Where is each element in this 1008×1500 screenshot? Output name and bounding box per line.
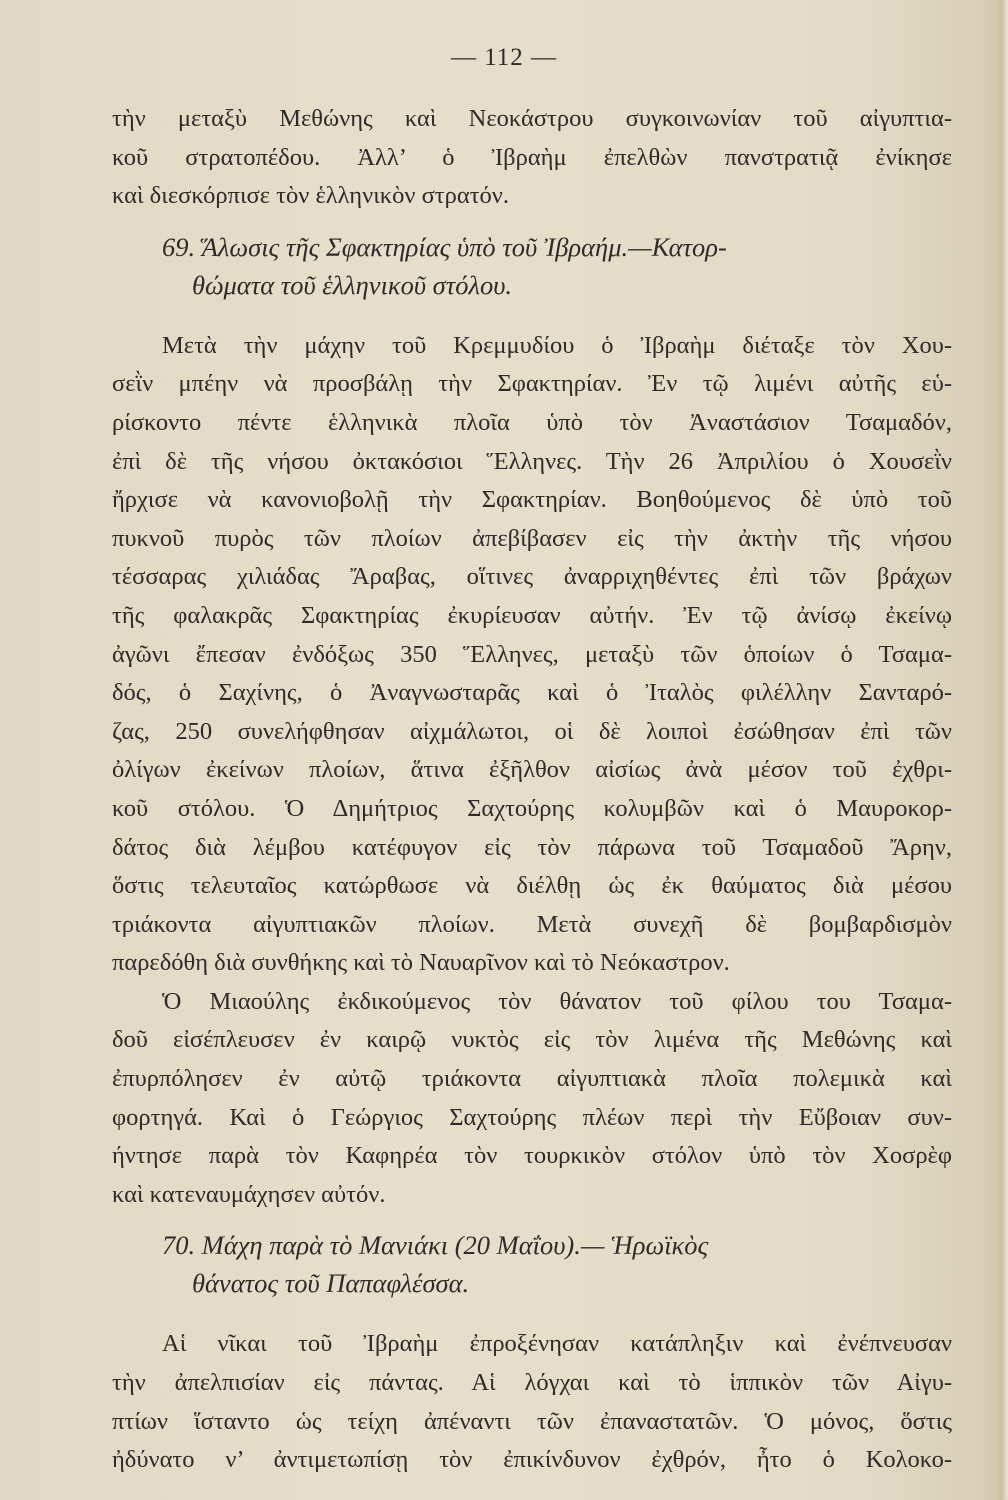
text-line: ρίσκοντο πέντε ἑλληνικὰ πλοῖα ὑπὸ τὸν Ἀναστάσιον Τσαμαδόν,: [112, 408, 952, 436]
text-line: τριάκοντα αἰγυπτιακῶν πλοίων. Μετὰ συνεχῆ δὲ βομβαρδισμὸν: [112, 910, 952, 938]
text-line: φορτηγά. Καὶ ὁ Γεώργιος Σαχτούρης πλέων περὶ τὴν Εὔβοιαν συν-: [112, 1103, 952, 1131]
heading-line: 70. Μάχη παρὰ τὸ Μανιάκι (20 Μαΐου).— Ἡρωϊκὸς: [162, 1230, 709, 1261]
text-line: ὅστις τελευταῖος κατώρθωσε νὰ διέλθῃ ὡς ἐκ θαύματος διὰ μέσου: [112, 872, 952, 900]
text-line: δός, ὁ Σαχίνης, ὁ Ἀναγνωσταρᾶς καὶ ὁ Ἰταλὸς φιλέλλην Σανταρό-: [112, 679, 952, 707]
text-line: δάτος διὰ λέμβου κατέφυγον εἰς τὸν πάρωνα τοῦ Τσαμαδοῦ Ἄρην,: [112, 833, 952, 861]
text-line: τὴν μεταξὺ Μεθώνης καὶ Νεοκάστρου συγκοινωνίαν τοῦ αἰγυπτια-: [112, 105, 952, 132]
heading-line: θάνατος τοῦ Παπαφλέσσα.: [192, 1268, 470, 1299]
text-line: τὴν ἀπελπισίαν εἰς πάντας. Αἱ λόγχαι καὶ τὸ ἱππικὸν τῶν Αἰγυ-: [112, 1369, 952, 1397]
text-line: ζας, 250 συνελήφθησαν αἰχμάλωτοι, οἱ δὲ λοιποὶ ἐσώθησαν ἐπὶ τῶν: [112, 717, 952, 745]
text-line: ήντησε παρὰ τὸν Καφηρέα τὸν τουρκικὸν στόλον ὑπὸ τὸν Χοσρὲφ: [112, 1142, 952, 1170]
text-line: τῆς φαλακρᾶς Σφακτηρίας ἐκυρίευσαν αὐτήν. Ἐν τῷ ἀνίσῳ ἐκείνῳ: [112, 601, 952, 629]
text-line: Μετὰ τὴν μάχην τοῦ Κρεμμυδίου ὁ Ἰβραὴμ διέταξε τὸν Χου-: [162, 331, 952, 359]
page-number: — 112 —: [450, 44, 558, 71]
section-69-paragraph-1: [112, 327, 952, 983]
text-line: Αἱ νῖκαι τοῦ Ἰβραὴμ ἐπροξένησαν κατάπληξιν καὶ ἐνέπνευσαν: [162, 1330, 952, 1358]
text-line: καὶ διεσκόρπισε τὸν ἑλληνικὸν στρατόν.: [112, 182, 510, 210]
text-line: ἀγῶνι ἔπεσαν ἐνδόξως 350 Ἕλληνες, μεταξὺ τῶν ὁποίων ὁ Τσαμα-: [112, 640, 952, 668]
text-line: ἐπὶ δὲ τῆς νήσου ὀκτακόσιοι Ἕλληνες. Τὴν 26 Ἀπριλίου ὁ Χουσεῒν: [112, 447, 952, 475]
text-line: Ὁ Μιαούλης ἐκδικούμενος τὸν θάνατον τοῦ φίλου του Τσαμα-: [162, 987, 952, 1015]
section-70-paragraph-1: [112, 1325, 952, 1479]
page-text: [112, 100, 952, 1480]
text-line: ἠδύνατο ν’ ἀντιμετωπίσῃ τὸν ἐπικίνδυνον ἐχθρόν, ἦτο ὁ Κολοκο-: [112, 1446, 952, 1474]
text-line: κοῦ στρατοπέδου. Ἀλλ’ ὁ Ἰβραὴμ ἐπελθὼν πανστρατιᾷ ἐνίκησε: [112, 143, 952, 171]
heading-line: 69. Ἅλωσις τῆς Σφακτηρίας ὑπὸ τοῦ Ἰβραήμ.—Κατορ-: [162, 231, 727, 262]
continuation-paragraph: [112, 100, 952, 216]
text-line: ἤρχισε νὰ κανονιοβολῇ τὴν Σφακτηρίαν. Βοηθούμενος δὲ ὑπὸ τοῦ: [112, 486, 952, 514]
text-line: παρεδόθη διὰ συνθήκης καὶ τὸ Ναυαρῖνον καὶ τὸ Νεόκαστρον.: [112, 949, 730, 977]
text-line: κοῦ στόλου. Ὁ Δημήτριος Σαχτούρης κολυμβῶν καὶ ὁ Μαυροκορ-: [112, 794, 952, 822]
text-line: καὶ κατεναυμάχησεν αὐτόν.: [112, 1180, 386, 1208]
section-69-paragraph-2: [112, 983, 952, 1215]
text-line: σεῒν μπέην νὰ προσβάλῃ τὴν Σφακτηρίαν. Ἐν τῷ λιμένι αὐτῆς εὑ-: [112, 370, 952, 398]
text-line: ὀλίγων ἐκείνων πλοίων, ἅτινα ἐξῆλθον αἰσίως ἀνὰ μέσον τοῦ ἐχθρι-: [112, 756, 952, 784]
section-69-heading: [112, 228, 952, 304]
text-line: δοῦ εἰσέπλευσεν ἐν καιρῷ νυκτὸς εἰς τὸν λιμένα τῆς Μεθώνης καὶ: [112, 1026, 952, 1054]
text-line: ἐπυρπόλησεν ἐν αὐτῷ τριάκοντα αἰγυπτιακὰ πλοῖα πολεμικὰ καὶ: [112, 1065, 952, 1093]
text-line: τέσσαρας χιλιάδας Ἄραβας, οἵτινες ἀναρριχηθέντες ἐπὶ τῶν βράχων: [112, 563, 952, 591]
text-line: πυκνοῦ πυρὸς τῶν πλοίων ἀπεβίβασεν εἰς τὴν ἀκτὴν τῆς νήσου: [112, 524, 952, 552]
section-70-heading: [112, 1226, 952, 1302]
text-line: πτίων ἵσταντο ὡς τείχη ἀπέναντι τῶν ἐπαναστατῶν. Ὁ μόνος, ὅστις: [112, 1407, 952, 1435]
heading-line: θώματα τοῦ ἑλληνικοῦ στόλου.: [192, 269, 513, 300]
page-spine-edge: [994, 0, 1008, 1500]
